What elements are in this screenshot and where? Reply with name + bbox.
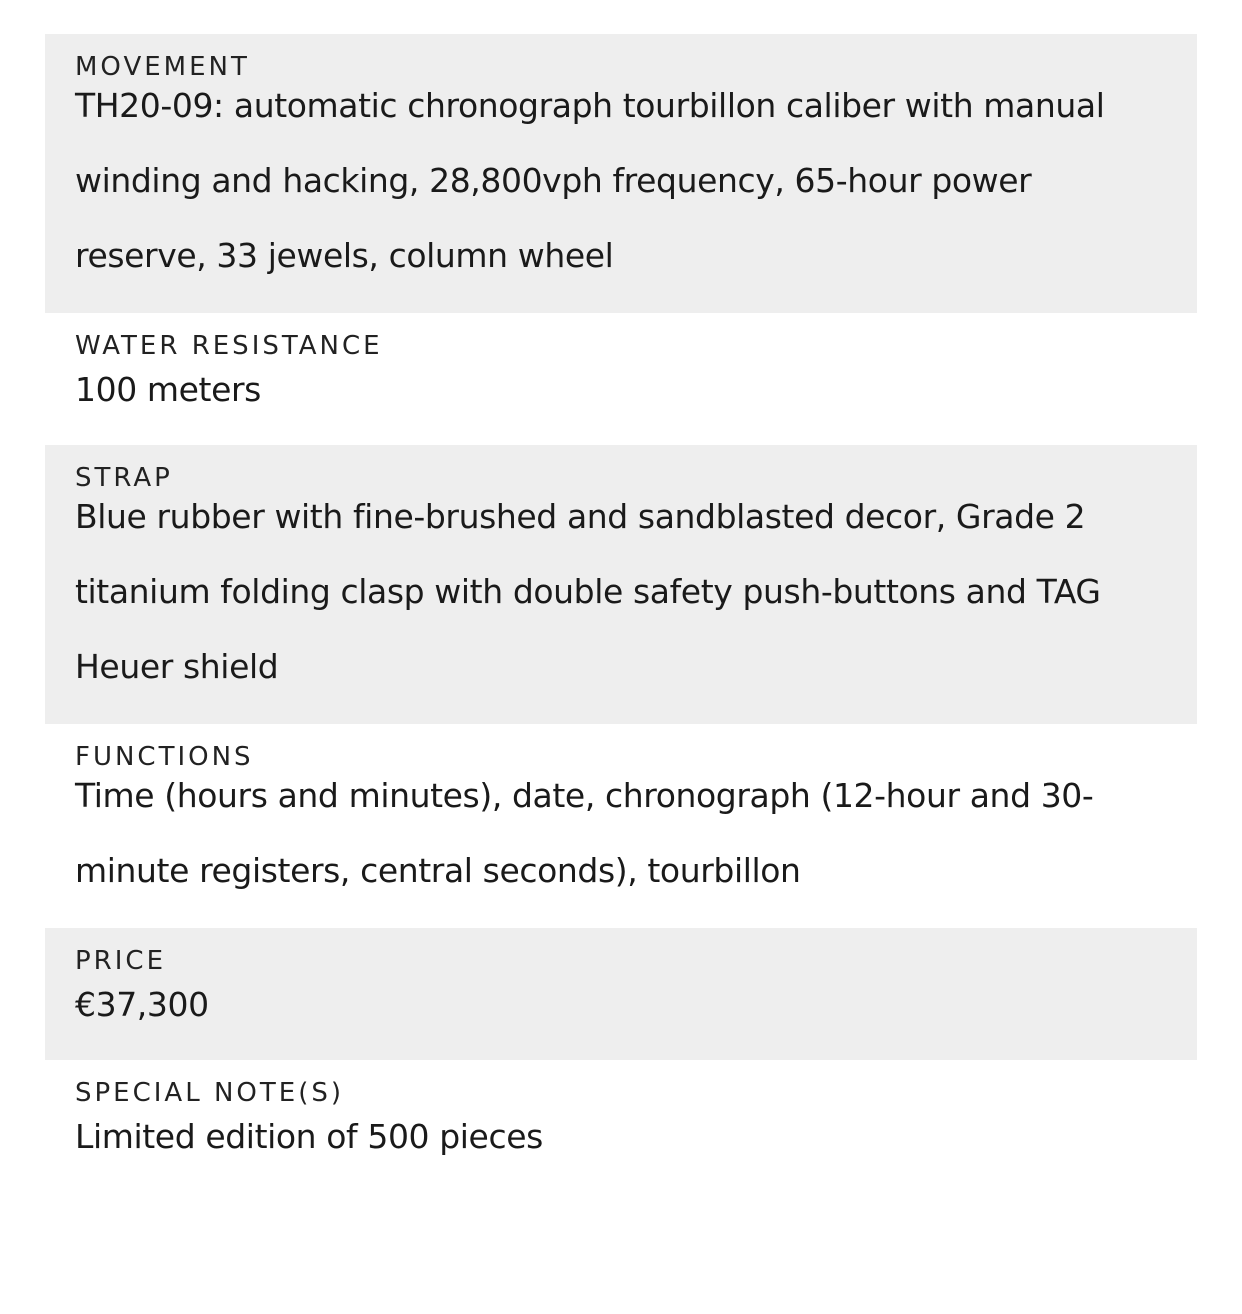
- spec-row-price: [45, 928, 1197, 1060]
- spec-label: FUNCTIONS: [75, 742, 254, 772]
- spec-value: Limited edition of 500 pieces: [75, 1117, 543, 1156]
- spec-row-strap: [45, 445, 1197, 724]
- spec-label: SPECIAL NOTE(S): [75, 1078, 344, 1108]
- spec-row-movement: [45, 34, 1197, 313]
- spec-value: TH20-09: automatic chronograph tourbillon caliber with manual winding and hacking, 28,800vph frequency, 65-hour power reserve, 33 jewels, column wheel: [75, 86, 1105, 275]
- spec-row-functions: [45, 724, 1197, 928]
- spec-list: [45, 34, 1197, 1192]
- spec-label: WATER RESISTANCE: [75, 331, 383, 361]
- spec-value: 100 meters: [75, 370, 261, 409]
- spec-row-water-resistance: [45, 313, 1197, 445]
- spec-label: STRAP: [75, 463, 173, 493]
- spec-value: Blue rubber with fine-brushed and sandblasted decor, Grade 2 titanium folding clasp with double safety push-buttons and TAG Heuer shield: [75, 497, 1101, 686]
- spec-row-special-notes: [45, 1060, 1197, 1192]
- spec-value: Time (hours and minutes), date, chronograph (12-hour and 30-minute registers, central seconds), tourbillon: [75, 776, 1094, 890]
- spec-value: €37,300: [75, 985, 209, 1024]
- spec-label: MOVEMENT: [75, 52, 250, 82]
- spec-label: PRICE: [75, 946, 166, 976]
